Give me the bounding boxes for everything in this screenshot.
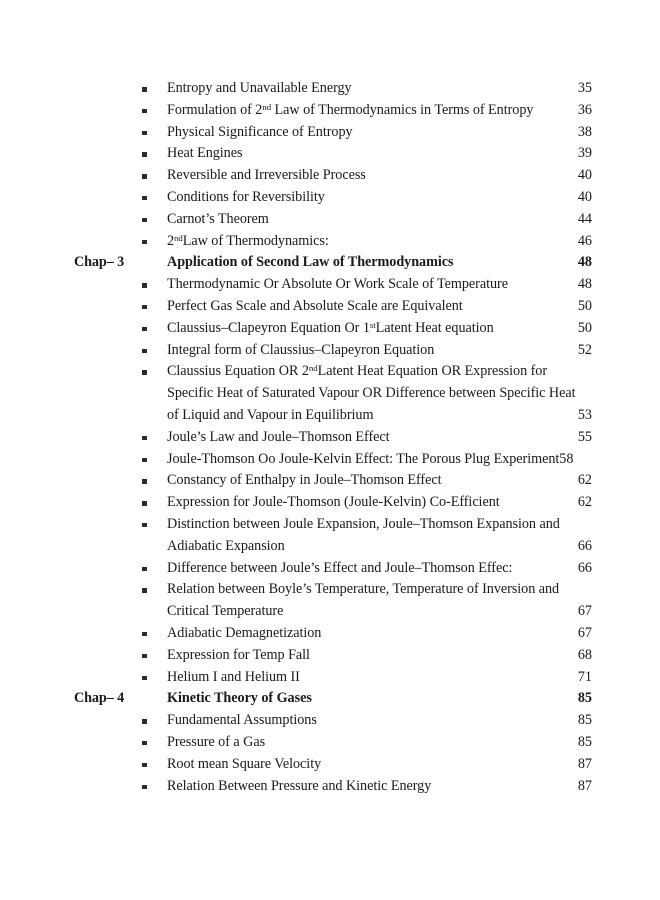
toc-entry-row[interactable] (0, 492, 660, 514)
toc-entry-row[interactable] (0, 165, 660, 187)
entry-page-number: 50 (577, 297, 592, 314)
entry-title: Relation between Boyle’s Temperature, Temperature of Inversion and Critical Temperature (167, 581, 560, 620)
toc-entry-row[interactable] (0, 122, 660, 144)
entry-title: Conditions for Reversibility (167, 188, 325, 205)
bullet-square-icon (142, 131, 147, 136)
entry-title: Distinction between Joule Expansion, Joule–Thomson Expansion and Adiabatic Expansion (167, 515, 560, 554)
bullet-square-icon (142, 785, 147, 790)
entry-title-post: Law of Thermodynamics: (182, 232, 329, 249)
entry-page-number: 46 (577, 232, 592, 249)
entry-title: Root mean Square Velocity (167, 755, 322, 772)
entry-page-number: 67 (577, 624, 592, 641)
toc-entry-row[interactable] (0, 710, 660, 732)
bullet-square-icon (142, 676, 147, 681)
chapter-page-number: 85 (577, 690, 592, 707)
entry-title: Fundamental Assumptions (167, 712, 317, 729)
toc-entry-row[interactable] (0, 100, 660, 122)
entry-title: Helium I and Helium II (167, 668, 300, 685)
entry-title-post: Latent Heat Equation OR Expression for Specific Heat of Saturated Vapour OR Difference between Specific Heat of Liquid and Vapour in Equilibrium (167, 363, 576, 423)
toc-entry-row[interactable] (0, 449, 660, 471)
ordinal-superscript: nd (308, 363, 318, 374)
entry-page-number: 67 (577, 603, 592, 620)
toc-entry-row[interactable] (0, 231, 660, 253)
toc-entry-row[interactable] (0, 143, 660, 165)
toc-chapter-row[interactable] (0, 688, 660, 710)
toc-chapter-row[interactable] (0, 252, 660, 274)
bullet-square-icon (142, 719, 147, 724)
entry-title-post: Law of Thermodynamics in Terms of Entropy (271, 101, 534, 118)
entry-title: Difference between Joule’s Effect and Joule–Thomson Effec: (167, 559, 513, 576)
bullet-square-icon (142, 567, 147, 572)
toc-entry-row[interactable] (0, 427, 660, 449)
entry-title (167, 231, 582, 253)
entry-page-number: 55 (577, 428, 592, 445)
toc-entry-row[interactable] (0, 296, 660, 318)
entry-page-number: 85 (577, 733, 592, 750)
entry-title: Heat Engines (167, 145, 243, 162)
entry-title: Expression for Temp Fall (167, 646, 310, 663)
entry-title: Perfect Gas Scale and Absolute Scale are Equivalent (167, 297, 463, 314)
toc-entry-row[interactable] (0, 209, 660, 231)
bullet-square-icon (142, 588, 147, 593)
toc-entry-row[interactable] (0, 470, 660, 492)
entry-title (167, 318, 582, 340)
bullet-square-icon (142, 283, 147, 288)
entry-title: Carnot’s Theorem (167, 210, 269, 227)
entry-title: Integral form of Claussius–Clapeyron Equation (167, 341, 435, 358)
entry-page-number: 53 (577, 406, 592, 423)
entry-title: Entropy and Unavailable Energy (167, 80, 352, 96)
entry-page-number: 71 (577, 668, 592, 685)
entry-title-pre: Claussius Equation OR 2 (167, 363, 309, 380)
entry-page-number: 62 (577, 472, 592, 489)
bullet-square-icon (142, 501, 147, 506)
entry-page-number: 36 (577, 101, 592, 118)
entry-page-number: 40 (577, 188, 592, 205)
chapter-title: Kinetic Theory of Gases (167, 690, 312, 707)
entry-page-number: 68 (577, 646, 592, 663)
toc-entry-row[interactable] (0, 732, 660, 754)
chapter-title: Application of Second Law of Thermodynamics (167, 254, 454, 271)
toc-entry-row[interactable] (0, 667, 660, 689)
bullet-square-icon (142, 458, 147, 463)
bullet-square-icon (142, 741, 147, 746)
bullet-square-icon (142, 763, 147, 768)
toc-entry-row[interactable] (0, 623, 660, 645)
bullet-square-icon (142, 109, 147, 114)
entry-title: Constancy of Enthalpy in Joule–Thomson Effect (167, 472, 442, 489)
entry-page-number: 52 (577, 341, 592, 358)
entry-page-number: 48 (577, 276, 592, 293)
entry-page-number: 87 (577, 777, 592, 794)
bullet-square-icon (142, 305, 147, 310)
entry-title-pre: Formulation of 2 (167, 101, 263, 118)
bullet-square-icon (142, 87, 147, 92)
chapter-page-number: 48 (577, 254, 592, 271)
ordinal-superscript: st (369, 319, 376, 330)
toc-entry-row[interactable] (0, 558, 660, 580)
toc-entry-row[interactable] (0, 318, 660, 340)
entry-page-number: 44 (577, 210, 592, 227)
bullet-square-icon (142, 174, 147, 179)
entry-title: Joule-Thomson Oo Joule-Kelvin Effect: The Porous Plug Experiment58 (167, 450, 574, 467)
entry-title-pre: 2 (167, 232, 175, 249)
entry-title: Expression for Joule-Thomson (Joule-Kelvin) Co-Efficient (167, 494, 500, 511)
ordinal-superscript: nd (174, 232, 183, 243)
entry-page-number: 85 (577, 712, 592, 729)
bullet-square-icon (142, 327, 147, 332)
entry-title: Thermodynamic Or Absolute Or Work Scale of Temperature (167, 276, 508, 293)
bullet-square-icon (142, 479, 147, 484)
toc-entry-row[interactable] (0, 187, 660, 209)
entry-page-number: 58 (559, 450, 574, 467)
ordinal-superscript: nd (262, 101, 272, 112)
toc-entry-row[interactable] (0, 274, 660, 296)
bullet-square-icon (142, 218, 147, 223)
entry-title: Reversible and Irreversible Process (167, 167, 366, 184)
toc-entry-row[interactable] (0, 78, 660, 100)
entry-page-number: 62 (577, 494, 592, 511)
bullet-square-icon (142, 196, 147, 201)
toc-entry-row[interactable] (0, 754, 660, 776)
bullet-square-icon (142, 370, 147, 375)
entry-title: Pressure of a Gas (167, 733, 266, 750)
entry-title: Adiabatic Demagnetization (167, 624, 322, 641)
toc-entry-row[interactable] (0, 361, 660, 426)
bullet-square-icon (142, 523, 147, 528)
bullet-square-icon (142, 654, 147, 659)
toc-entry-row[interactable] (0, 645, 660, 667)
toc-entry-row[interactable] (0, 579, 660, 623)
bullet-square-icon (142, 632, 147, 637)
entry-page-number: 66 (577, 559, 592, 576)
entry-title (167, 100, 582, 122)
entry-page-number: 38 (577, 123, 592, 140)
toc-entry-row[interactable] (0, 514, 660, 558)
toc-entry-list (0, 78, 660, 797)
toc-entry-row[interactable] (0, 776, 660, 798)
entry-page-number: 39 (577, 145, 592, 162)
chapter-label: Chap– 4 (74, 690, 125, 707)
entry-title (167, 361, 582, 426)
toc-entry-row[interactable] (0, 340, 660, 362)
entry-title-pre: Claussius–Clapeyron Equation Or 1 (167, 319, 370, 336)
entry-title-post: Latent Heat equation (375, 319, 494, 336)
entry-page-number: 40 (577, 167, 592, 184)
bullet-square-icon (142, 349, 147, 354)
bullet-square-icon (142, 436, 147, 441)
chapter-label: Chap– 3 (74, 254, 125, 271)
entry-page-number: 66 (577, 537, 592, 554)
entry-title: Physical Significance of Entropy (167, 123, 353, 140)
entry-page-number: 35 (577, 80, 592, 96)
entry-page-number: 50 (577, 319, 592, 336)
entry-title: Joule’s Law and Joule–Thomson Effect (167, 428, 390, 445)
entry-page-number: 87 (577, 755, 592, 772)
bullet-square-icon (142, 152, 147, 157)
entry-title: Relation Between Pressure and Kinetic Energy (167, 777, 432, 794)
bullet-square-icon (142, 240, 147, 245)
